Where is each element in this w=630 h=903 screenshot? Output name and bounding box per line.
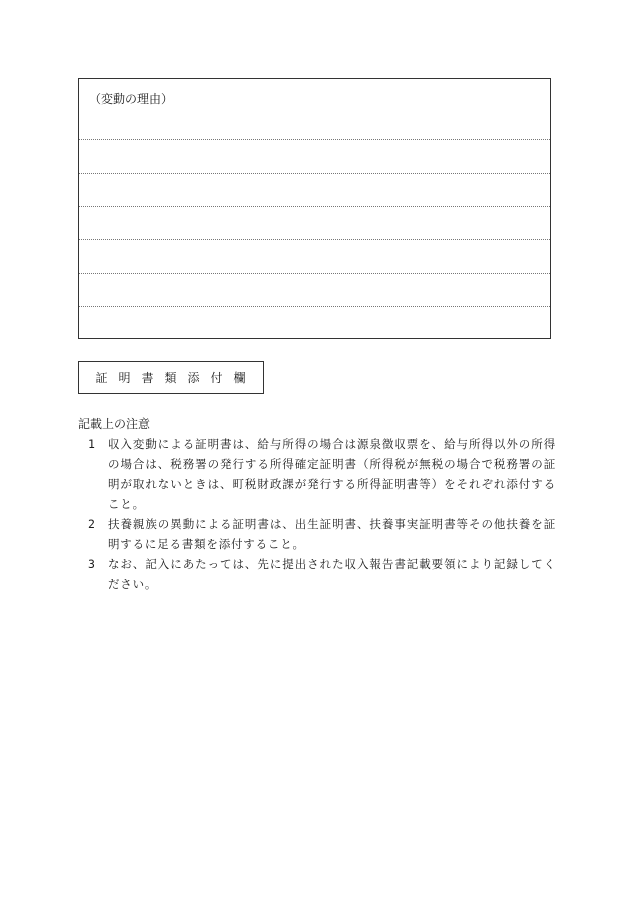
certificate-attachment-box (78, 361, 264, 394)
notes-list (88, 434, 556, 594)
reason-title: （変動の理由） (89, 92, 174, 106)
note-item (88, 514, 556, 554)
writing-line (79, 239, 550, 240)
reason-for-change-box (78, 78, 551, 339)
attachment-label: 証明書類添付欄 (95, 371, 257, 385)
note-number: 1 (88, 437, 96, 451)
notes-heading: 記載上の注意 (78, 417, 151, 431)
writing-line (79, 273, 550, 274)
writing-line (79, 306, 550, 307)
note-text: 収入変動による証明書は、給与所得の場合は源泉徴収票を、給与所得以外の所得の場合は、税務署の発行する所得確定証明書（所得税が無税の場合で税務署の証明が取れないときは、町税財政課が発行する所得証明書等）をそれぞれ添付すること。 (108, 437, 556, 511)
writing-line (79, 206, 550, 207)
note-number: 3 (88, 557, 96, 571)
note-item (88, 434, 556, 514)
note-item (88, 554, 556, 594)
note-number: 2 (88, 517, 96, 531)
note-text: なお、記入にあたっては、先に提出された収入報告書記載要領により記録してください。 (108, 557, 556, 591)
writing-line (79, 173, 550, 174)
note-text: 扶養親族の異動による証明書は、出生証明書、扶養事実証明書等その他扶養を証明するに足る書類を添付すること。 (108, 517, 556, 551)
writing-line (79, 139, 550, 140)
